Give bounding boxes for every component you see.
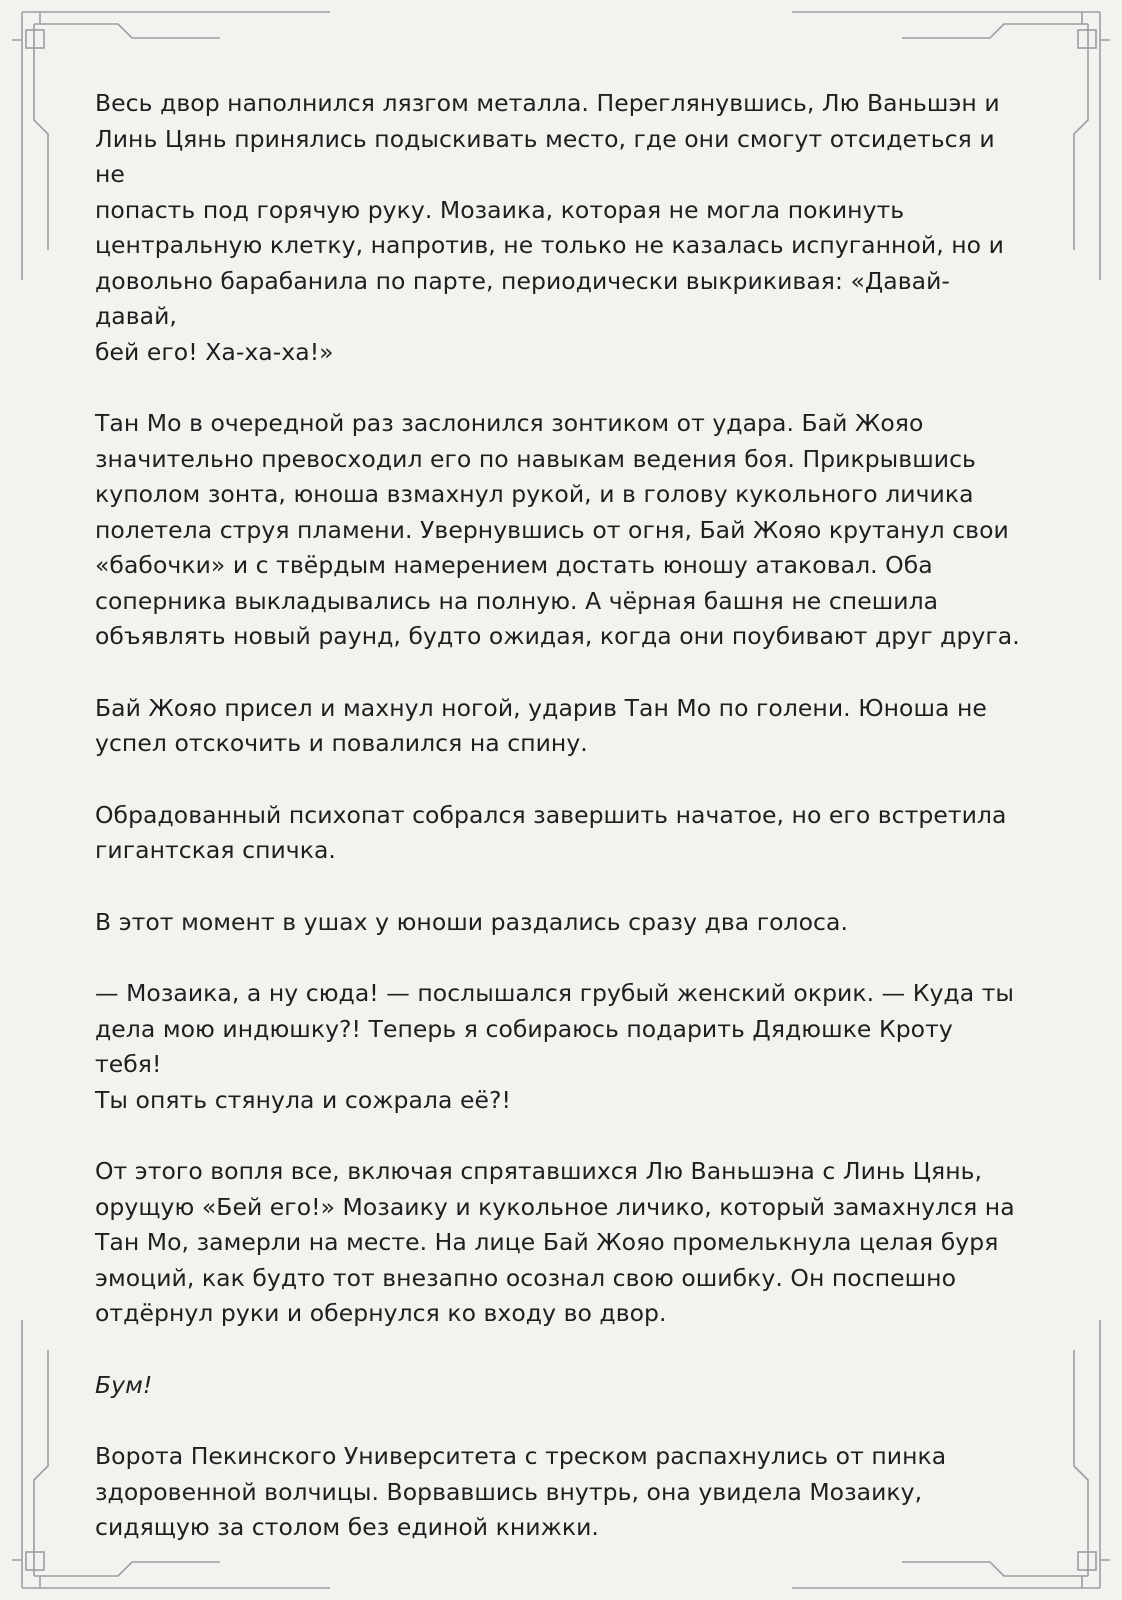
paragraph-8-sound-effect: Бум! xyxy=(95,1370,153,1399)
paragraph-5: В этот момент в ушах у юноши раздались сразу два голоса. xyxy=(95,907,848,936)
paragraph-2: Тан Мо в очередной раз заслонился зонтиком от удара. Бай Жояо значительно превосходил его по навыкам ведения боя. Прикрывшись куполом зонта, юноша взмахнул рукой, и в голову кукольного личика полетела струя пламени. Увернувшись от огня, Бай Жояо крутанул свои «бабочки» и с твёрдым намерением достать юношу атаковал. Оба соперника выкладывались на полную. А чёрная башня не спешила объявлять новый раунд, будто ожидая, когда они поубивают друг друга. xyxy=(95,409,1020,650)
paragraph-6: — Мозаика, а ну сюда! — послышался грубый женский окрик. — Куда ты дела мою индюшку?! Теперь я собираюсь подарить Дядюшке Кроту тебя! Ты опять стянула и сожрала её?! xyxy=(95,979,1015,1114)
chapter-text xyxy=(95,86,1025,1582)
paragraph-4: Обрадованный психопат собрался завершить начатое, но его встретила гигантская спичка. xyxy=(95,800,1007,864)
paragraph-7: От этого вопля все, включая спрятавшихся Лю Ваньшэна с Линь Цянь, орущую «Бей его!» Мозаику и кукольное личико, который замахнулся на Тан Мо, замерли на месте. На лице Бай Жояо промелькнула целая буря эмоций, как будто тот внезапно осознал свою ошибку. Он поспешно отдёрнул руки и обернулся ко входу во двор. xyxy=(95,1157,1015,1327)
paragraph-1: Весь двор наполнился лязгом металла. Переглянувшись, Лю Ваньшэн и Линь Цянь принялись подыскивать место, где они смогут отсидеться и не попасть под горячую руку. Мозаика, которая не могла покинуть центральную клетку, напротив, не только не казалась испуганной, но и довольно барабанила по парте, периодически выкрикивая: «Давай-давай, бей его! Ха-ха-ха!» xyxy=(95,89,1004,366)
paragraph-9: Ворота Пекинского Университета с треском распахнулись от пинка здоровенной волчицы. Ворвавшись внутрь, она увидела Мозаику, сидящую за столом без единой книжки. xyxy=(95,1442,947,1541)
paragraph-3: Бай Жояо присел и махнул ногой, ударив Тан Мо по голени. Юноша не успел отскочить и повалился на спину. xyxy=(95,693,987,757)
